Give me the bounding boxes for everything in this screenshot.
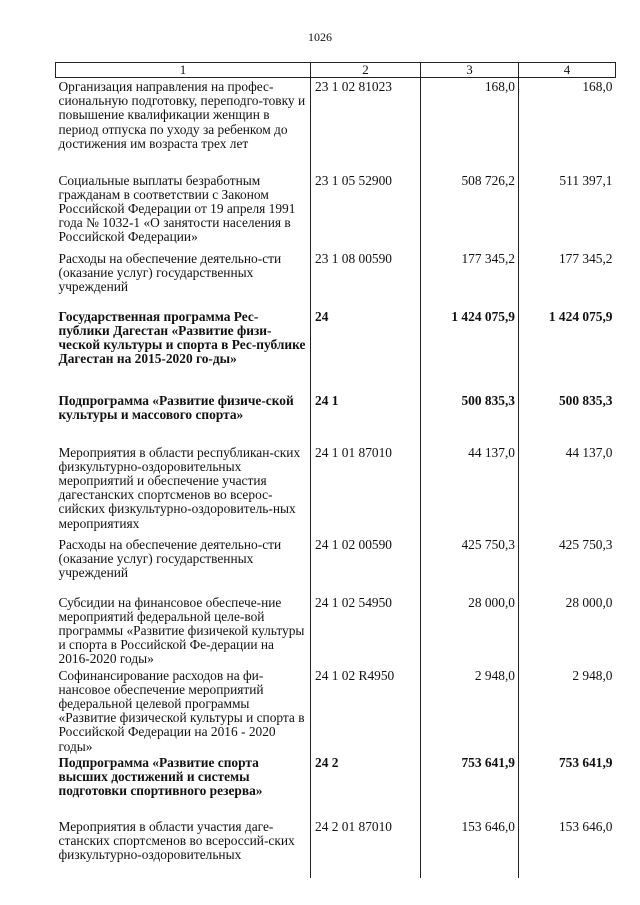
table-row bbox=[56, 754, 616, 818]
row-value-1: 168,0 bbox=[421, 78, 519, 172]
row-value-2: 500 835,3 bbox=[519, 392, 616, 444]
row-code: 24 1 bbox=[311, 392, 421, 444]
page-number: 1026 bbox=[308, 30, 332, 44]
row-name: Социальные выплаты безработным гражданам в соответствии с Законом Российской Федерации от 19 апреля 1991 года № 1032-1 «О занятости населения в Российской Федерации» bbox=[58, 172, 296, 245]
row-name: Подпрограмма «Развитие спорта высших достижений и системы подготовки спортивного резерва» bbox=[58, 754, 263, 799]
row-value-2: 153 646,0 bbox=[519, 818, 616, 878]
table-row bbox=[56, 392, 616, 444]
row-value-1: 153 646,0 bbox=[421, 818, 519, 878]
table-row bbox=[56, 594, 616, 667]
column-header-1: 1 bbox=[56, 63, 311, 78]
row-code: 24 2 bbox=[311, 754, 421, 818]
row-value-1: 28 000,0 bbox=[421, 594, 519, 667]
row-name: Расходы на обеспечение деятельно-сти (оказание услуг) государственных учреждений bbox=[58, 536, 282, 580]
row-value-2: 425 750,3 bbox=[519, 536, 616, 594]
table-row bbox=[56, 667, 616, 754]
row-value-2: 168,0 bbox=[519, 78, 616, 172]
row-name: Организация направления на профес-сиональную подготовку, переподго-товку и повышение квалификации женщин в период отпуска по уходу за ребенком до достижения им возраста трех лет bbox=[58, 79, 306, 151]
row-name: Расходы на обеспечение деятельно-сти (оказание услуг) государственных учреждений bbox=[58, 250, 282, 294]
row-value-1: 1 424 075,9 bbox=[421, 308, 519, 392]
row-value-2: 1 424 075,9 bbox=[519, 308, 616, 392]
budget-table bbox=[55, 62, 616, 878]
table-row bbox=[56, 308, 616, 392]
table-row bbox=[56, 250, 616, 308]
row-code: 24 1 01 87010 bbox=[311, 444, 421, 536]
row-code: 23 1 02 81023 bbox=[311, 78, 421, 172]
row-value-1: 753 641,9 bbox=[421, 754, 519, 818]
row-name: Подпрограмма «Развитие физиче-ской культуры и массового спорта» bbox=[58, 392, 294, 422]
row-code: 24 2 01 87010 bbox=[311, 818, 421, 878]
table-row bbox=[56, 172, 616, 250]
row-value-1: 2 948,0 bbox=[421, 667, 519, 754]
row-value-1: 177 345,2 bbox=[421, 250, 519, 308]
row-value-2: 44 137,0 bbox=[519, 444, 616, 536]
row-value-1: 44 137,0 bbox=[421, 444, 519, 536]
row-value-1: 500 835,3 bbox=[421, 392, 519, 444]
column-header-2: 2 bbox=[311, 63, 421, 78]
column-header-3: 3 bbox=[421, 63, 519, 78]
row-value-2: 177 345,2 bbox=[519, 250, 616, 308]
row-value-2: 28 000,0 bbox=[519, 594, 616, 667]
table-row bbox=[56, 818, 616, 878]
row-name: Мероприятия в области участия даге-станских спортсменов во всероссий-ских физкультурно-оздоровительных bbox=[58, 818, 295, 863]
row-value-1: 425 750,3 bbox=[421, 536, 519, 594]
row-name: Субсидии на финансовое обеспече-ние мероприятий федеральной целе-вой программы «Развитие физичекой культуры и спорта в Российской Фе-дерации на 2016-2020 годы» bbox=[58, 594, 305, 667]
row-code: 24 1 02 00590 bbox=[311, 536, 421, 594]
row-code: 23 1 05 52900 bbox=[311, 172, 421, 250]
table-row bbox=[56, 78, 616, 172]
row-code: 24 bbox=[311, 308, 421, 392]
column-header-4: 4 bbox=[519, 63, 616, 78]
row-name: Софинансирование расходов на фи-нансовое обеспечение мероприятий федеральной целевой программы «Развитие физической культуры и спорта в Российской Федерации на 2016 - 2020 годы» bbox=[58, 667, 305, 754]
table-row bbox=[56, 536, 616, 594]
row-value-2: 2 948,0 bbox=[519, 667, 616, 754]
row-code: 24 1 02 R4950 bbox=[311, 667, 421, 754]
row-name: Государственная программа Рес-публики Дагестан «Развитие физи-ческой культуры и спорта в Рес-публике Дагестан на 2015-2020 го-ды» bbox=[58, 308, 306, 367]
row-value-2: 511 397,1 bbox=[519, 172, 616, 250]
row-value-2: 753 641,9 bbox=[519, 754, 616, 818]
row-code: 24 1 02 54950 bbox=[311, 594, 421, 667]
row-code: 23 1 08 00590 bbox=[311, 250, 421, 308]
table-row bbox=[56, 444, 616, 536]
row-value-1: 508 726,2 bbox=[421, 172, 519, 250]
header-row bbox=[56, 63, 616, 78]
row-name: Мероприятия в области республикан-ских физкультурно-оздоровительных мероприятий и обеспечение участия дагестанских спортсменов во всерос-сийских физкультурно-оздоровитель-ных мероприятиях bbox=[58, 444, 301, 531]
